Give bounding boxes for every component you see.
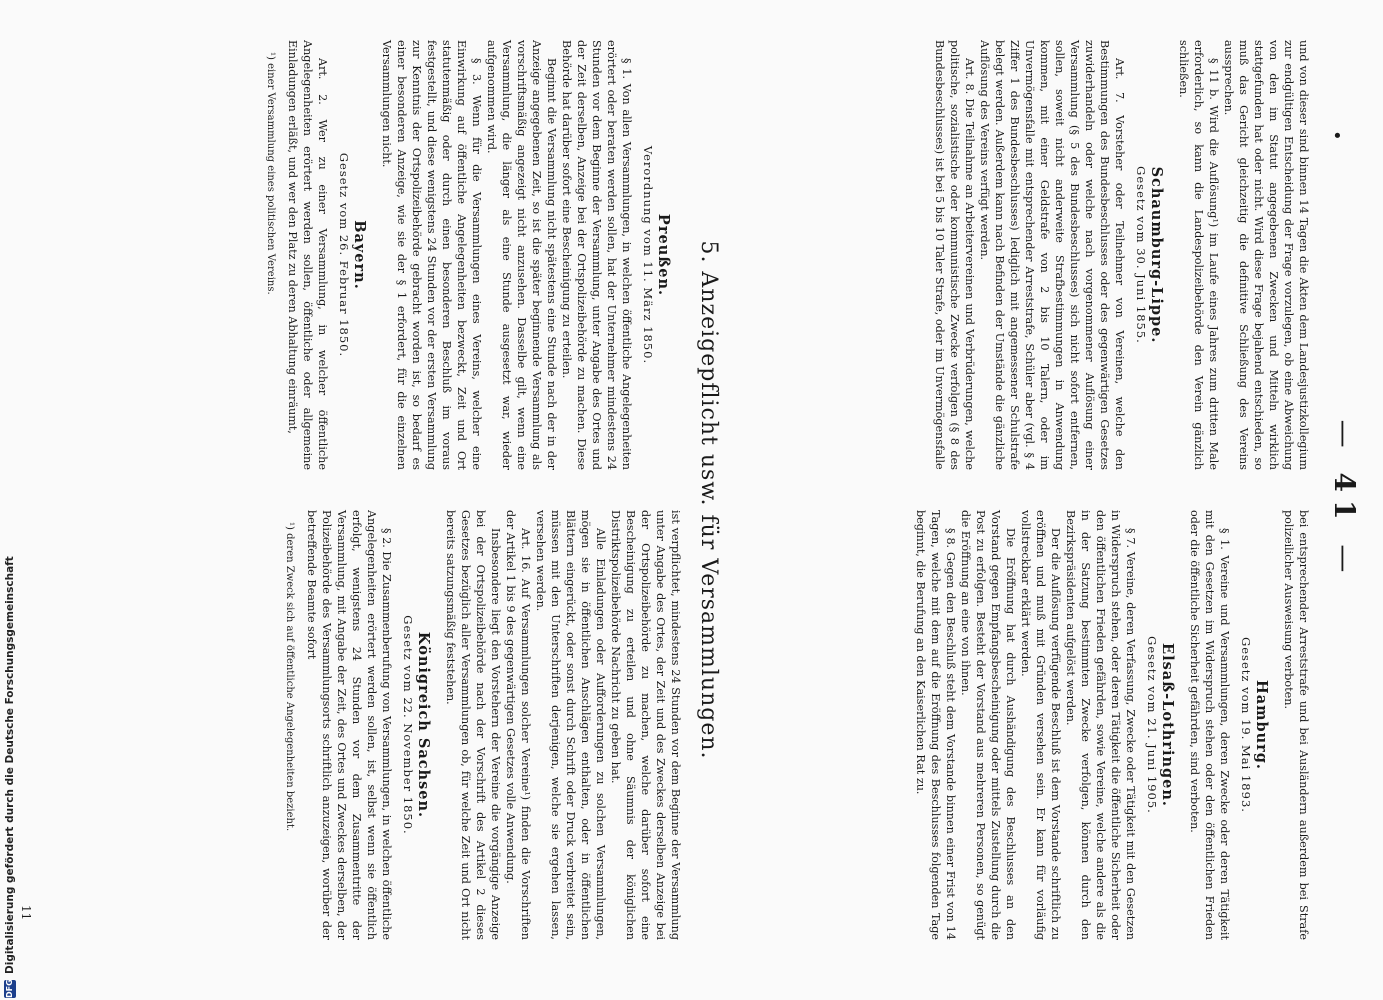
paragraph: Die Eröffnung hat durch Aushändigung des Beschlusses an den Vorstand gegen Empfangsbescheinigung oder mittels Zustellung durch die Post zu erfolgen. Besteht der Vorstand aus mehreren Personen, so genügt die Eröffnung an eine von ihnen. (959, 510, 1017, 940)
paragraph: § 8. Gegen den Beschluß steht dem Vorstande binnen einer Frist von 14 Tagen, welche mit dem auf die Eröffnung des Beschlusses folgenden Tage beginnt, die Berufung an den Kaiserlichen Rat zu. (914, 510, 957, 940)
section-heading: Königreich Sachsen. (415, 631, 432, 819)
page-number-text: 41 (1328, 472, 1361, 528)
paragraph: Art. 2. Wer zu einer Versammlung, in welcher öffentliche Angelegenheiten erörtert werden sollen, öffentliche oder allgemeine Einladungen erläßt, und wer den Platz zu deren Abhaltung einräumt, (286, 40, 329, 470)
paragraph: ist verpflichtet, mindestens 24 Stunden vor dem Beginne der Versammlung unter Angabe des Ortes, der Zeit und des Zweckes derselben Anzeige bei der Ortspolizeibehörde zu machen, welche darüber sofort eine Bescheinigung zu erteilen und ohne Säumnis der königlichen Distriktspolizeibehörde Nachricht zu geben hat. (609, 510, 682, 940)
footnote: ¹) deren Zweck sich auf öffentliche Angelegenheiten bezieht. (284, 522, 295, 832)
section-heading: Schaumburg-Lippe. (1148, 166, 1165, 344)
credit-text: Digitalisierung gefördert durch die Deutsche Forschungsgemeinschaft (4, 556, 16, 974)
paragraph: § 1. Vereine und Versammlungen, deren Zwecke oder deren Tätigkeit mit den Gesetzen im Widerspruch stehen oder den öffentlichen Frieden oder die öffentliche Sicherheit gefährden, sind verboten. (1188, 510, 1231, 940)
section-heading: Bayern. (351, 220, 368, 290)
section-heading: Preußen. (655, 213, 672, 297)
paragraph: Der die Auflösung verfügende Beschluß ist dem Vorstande schriftlich zu eröffnen und muß mit Gründen versehen sein. Er kann für vorläufig vollstreckbar erklärt werden. (1019, 510, 1062, 940)
section-subheading: Gesetz vom 22. November 1850. (401, 615, 415, 835)
paragraph: § 3. Wenn für die Versammlungen eines Vereins, welcher eine Einwirkung auf öffentliche Angelegenheiten bezweckt, Zeit und Ort statutenmäßig oder durch einen besonderen Beschluß im voraus festgestellt, und diese wenigstens 24 Stunden vor der ersten Versammlung zur Kenntnis der Ortspolizeibehörde gebracht worden ist, so bedarf es einer besonderen Anzeige, wie sie der § 1 erfordert, für die einzelnen Versammlungen nicht. (380, 40, 483, 470)
section-subheading: Gesetz vom 19. Mai 1893. (1239, 637, 1253, 813)
section-subheading: Gesetz vom 21. Juni 1905. (1145, 636, 1159, 814)
column-right-bottom (283, 510, 683, 940)
column-left-top (932, 40, 1311, 470)
section-subheading: Gesetz vom 30. Juni 1855. (1134, 166, 1148, 344)
paragraph: § 1. Von allen Versammlungen, in welchen öffentliche Angelegenheiten erörtert oder beraten werden sollen, hat der Unternehmer mindestens 24 Stunden vor dem Beginne der Versammlung, unter Angabe des Ortes und der Zeit derselben, Anzeige bei der Ortspolizeibehörde zu machen. Diese Behörde hat darüber sofort eine Bescheinigung zu erteilen. (560, 40, 633, 470)
paragraph: bei entsprechender Arreststrafe und bei Ausländern außerdem bei Strafe polizeilicher Ausweisung verboten. (1282, 510, 1310, 940)
paragraph: § 2. Die Zusammenberufung von Versammlungen, in welchen öffentliche Angelegenheiten erörtert werden sollen, ist, selbst wenn sie öffentlich erfolgt, wenigstens 24 Stunden vor dem Zusammentritte der Versammlung, mit Angabe der Zeit, des Ortes und Zweckes derselben, der Polizeibehörde des Versammlungsorts schriftlich anzuzeigen, worüber der betreffende Beamte sofort (305, 510, 393, 940)
column-left-bottom (264, 40, 683, 470)
paragraph: Art. 8. Die Teilnahme an Arbeitervereinen und Verbrüderungen, welche politische, sozialistische oder kommunistische Zwecke verfolgen (§ 8 des Bundesbeschlusses) ist bei 5 bis 10 Taler Strafe, oder im Unvermögensfalle (933, 40, 976, 470)
section-heading: Hamburg. (1253, 680, 1270, 770)
paragraph: § 7. Vereine, deren Verfassung, Zwecke oder Tätigkeit mit den Gesetzen in Widerspruch stehen, oder deren Tätigkeit die öffentliche Sicherheit oder den öffentlichen Frieden gefährden, sowie Vereine, welche andere als die in der Satzung bestimmten Zwecke verfolgen, können durch den Bezirkspräsidenten aufgelöst werden. (1064, 510, 1137, 940)
paragraph: und von dieser sind binnen 14 Tagen die Akten dem Landesjustizkollegium zur endgültigen Entscheidung der Frage vorzulegen, ob eine Abweichung von den im Statut angegebenen Zwecken und Mitteln wirklich stattgefunden hat oder nicht. Wird diese Frage bejahend entschieden, so muß das Gericht gleichzeitig die definitive Schließung des Vereins aussprechen. (1222, 40, 1310, 470)
paragraph: Alle Einladungen oder Aufforderungen zu solchen Versammlungen, mögen sie in öffentlichen Anschlägen enthalten, oder in öffentlichen Blättern eingerückt, oder sonst durch Schrift oder Druck verbreitet sein, müssen mit den Unterschriften derjenigen, welche sie ergehen lassen, versehen werden. (534, 510, 607, 940)
footnote: ¹) einer Versammlung eines politischen Vereins. (265, 52, 276, 295)
paragraph: Insbesondere liegt den Vorstehern der Vereine die vorgängige Anzeige bei der Ortspolizeibehörde nach der Vorschrift des Artikel 2 dieses Gesetzes bezüglich aller Versammlungen ob, für welche Zeit und Ort nicht bereits satzungsmäßig feststehen. (444, 510, 502, 940)
digitization-credit (0, 0, 20, 1000)
column-right-top (913, 510, 1311, 940)
paragraph: Art. 16. Auf Versammlungen solcher Vereine¹) finden die Vorschriften der Artikel 1 bis 9 des gegenwärtigen Gesetzes volle Anwendung. (504, 510, 532, 940)
section-subheading: Gesetz vom 26. Februar 1850. (337, 152, 351, 358)
dfg-logo-icon: DFG (5, 979, 14, 998)
dot-mark: • (1326, 130, 1347, 141)
paragraph: § 11 b. Wird die Auflösung¹) im Laufe eines Jahres zum dritten Male erforderlich, so kann die Landespolizeibehörde den Verein gänzlich schließen. (1177, 40, 1220, 470)
paragraph: Beginnt die Versammlung nicht spätestens eine Stunde nach der in der Anzeige angegebenen Zeit, so ist die später beginnende Versammlung als vorschriftsmäßig angezeigt nicht anzusehen. Dasselbe gilt, wenn eine Versammlung, die länger als eine Stunde ausgesetzt war, wieder aufgenommen wird. (485, 40, 558, 470)
section-subheading: Verordnung vom 11. März 1850. (641, 145, 655, 365)
section-heading: Elsaß-Lothringen. (1159, 643, 1176, 807)
paragraph: Art. 7. Vorsteher oder Teilnehmer von Vereinen, welche den Bestimmungen des Bundesbeschlusses oder des gegenwärtigen Gesetzes zuwiderhandeln oder welche nach vorgenommener Auflösung einer Versammlung (§ 5 des Bundesbeschlusses) sich nicht sofort entfernen, sollen, soweit nicht anderweite Strafbestimmungen in Anwendung kommen, mit einer Geldstrafe von 2 bis 10 Talern, oder im Unvermögensfalle mit entsprechender Arreststrafe, Schüler aber (vgl. § 4 Ziffer 1 des Bundesbeschlusses) lediglich mit angemessener Schulstrafe belegt werden. Außerdem kann nach Befinden der Umstände die gänzliche Auflösung des Vereins verfügt werden. (978, 40, 1126, 470)
chapter-headline: 5. Anzeigepflicht usw. für Versammlungen. (696, 240, 721, 760)
page-number: — 41 — (1328, 419, 1361, 581)
sheet-signature: 11 (19, 905, 33, 921)
